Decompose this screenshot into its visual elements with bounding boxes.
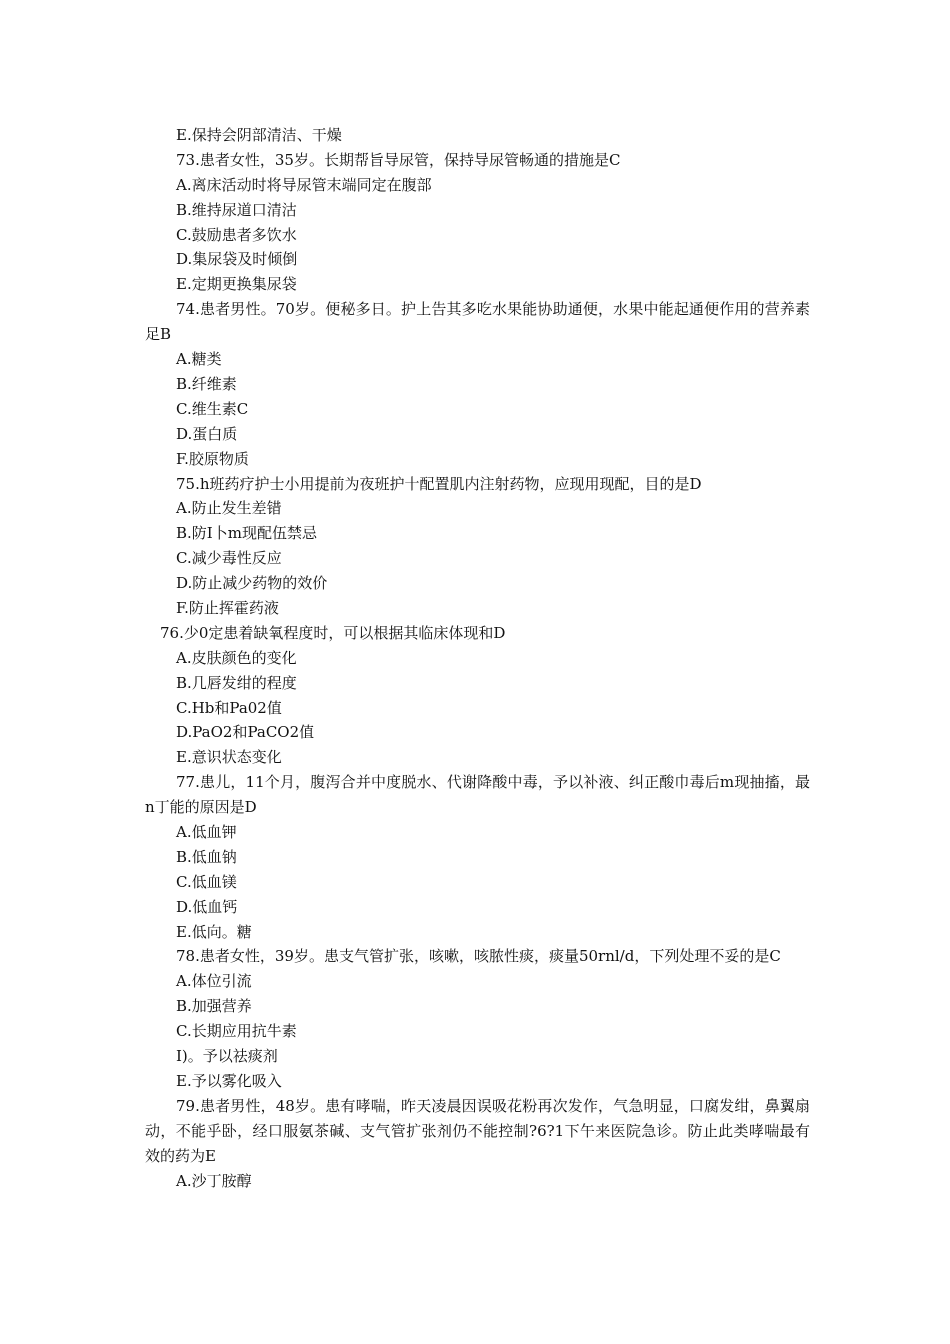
option-line: A.皮肤颜色的变化	[176, 648, 297, 667]
option-line: C.维生素C	[176, 399, 249, 418]
option-line: F.防止挥霍药液	[176, 598, 279, 617]
option-line: A.沙丁胺醇	[176, 1171, 252, 1190]
document-body	[145, 123, 810, 1193]
option-line: D.集尿袋及时倾倒	[176, 250, 298, 269]
option-line: F.胶原物质	[176, 449, 249, 468]
option-line: D.低血钙	[176, 897, 238, 916]
question-77: 77.患儿，11个月，腹泻合并中度脱水、代谢降酸中毒，予以补液、纠正酸巾毒后m现抽搐，最n丁能的原因是D	[145, 773, 810, 817]
option-line: E.低向。糖	[176, 922, 252, 941]
question-76: 76.少0定患着缺氧程度时，可以根据其临床体现和D	[160, 623, 506, 642]
option-line: C.低血镁	[176, 872, 237, 891]
option-line: B.低血钠	[176, 847, 237, 866]
question-75: 75.h班药疗护士小用提前为夜班护十配置肌内注射药物，应现用现配，目的是D	[176, 474, 702, 493]
option-line: D.蛋白质	[176, 424, 238, 443]
option-line: E.保持会阴部清洁、干燥	[176, 126, 342, 144]
option-line: I)。予以祛痰剂	[176, 1047, 278, 1066]
question-79: 79.患者男性，48岁。患有哮喘，昨天凌晨因误吸花粉再次发作，气急明显，口腐发绀，鼻翼扇动，不能乎卧，经口服氨茶碱、支气管扩张剂仍不能控制?6?1下午来医院急诊。防止此类哮喘最有效的药为E	[145, 1096, 810, 1165]
option-line: A.体位引流	[176, 972, 252, 991]
option-line: A.糖类	[176, 350, 222, 369]
option-line: C.长期应用抗牛素	[176, 1022, 297, 1041]
option-line: A.防止发生差错	[176, 499, 282, 518]
option-line: D.防止减少药物的效价	[176, 574, 328, 593]
option-line: E.定期更换集尿袋	[176, 275, 297, 294]
option-line: C.Hb和Pa02值	[176, 698, 282, 717]
option-line: B.加强营养	[176, 997, 252, 1016]
option-line: C.减少毒性反应	[176, 549, 282, 568]
option-line: B.防I卜m现配伍禁忌	[176, 524, 317, 543]
option-line: A.低血钾	[176, 823, 237, 841]
option-line: B.几唇发绀的程度	[176, 673, 297, 692]
question-78: 78.患者女性，39岁。患支气管扩张，咳嗽，咳脓性痰，痰量50rnl/d，下列处理不妥的是C	[176, 947, 781, 966]
option-line: C.鼓励患者多饮水	[176, 225, 297, 244]
option-line: E.予以雾化吸入	[176, 1071, 282, 1090]
option-line: E.意识状态变化	[176, 748, 282, 767]
option-line: B.维持尿道口清沽	[176, 200, 297, 219]
question-74: 74.患者男性。70岁。便秘多日。护上告其多吃水果能协助通便，水果中能起通便作用的营养素足B	[145, 300, 810, 344]
question-73: 73.患者女性，35岁。长期帮旨导尿管，保持导尿管畅通的措施是C	[176, 150, 621, 169]
option-line: A.离床活动时将导尿管末端同定在腹部	[176, 175, 432, 194]
option-line: B.纤维素	[176, 374, 237, 393]
option-line: D.PaO2和PaCO2值	[176, 723, 315, 742]
